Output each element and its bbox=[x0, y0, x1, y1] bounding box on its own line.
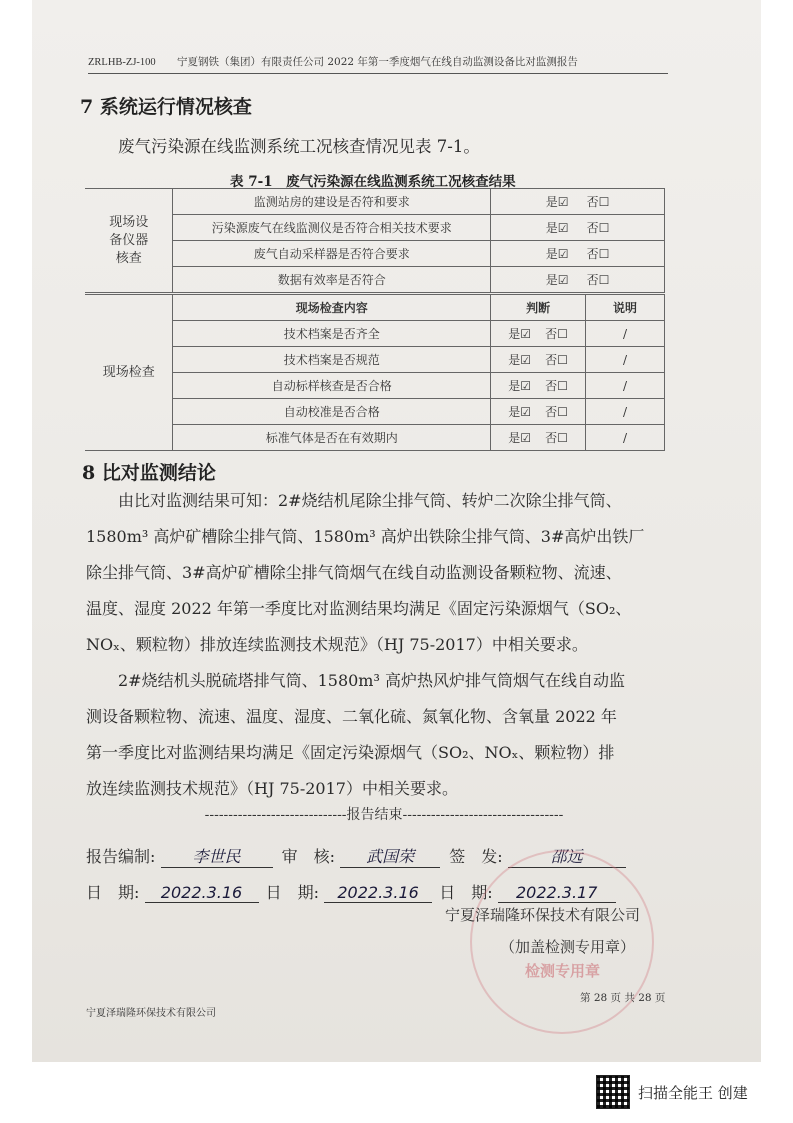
paragraph-line: 2#烧结机头脱硫塔排气筒、1580m³ 高炉热风炉排气筒烟气在线自动监 bbox=[118, 671, 625, 690]
reviewer-date-label: 日 期: bbox=[265, 883, 319, 902]
page-footer: 宁夏泽瑞隆环保技术有限公司 bbox=[86, 1008, 216, 1019]
judgement-cell bbox=[491, 321, 586, 347]
seal-text: 检测专用章 bbox=[525, 962, 601, 980]
conclusion-paragraph-1 bbox=[86, 483, 671, 663]
yes-checkbox: 是☑ bbox=[545, 195, 569, 209]
check-item: 自动标样核查是否合格 bbox=[173, 373, 491, 399]
note-cell: / bbox=[586, 399, 665, 425]
yes-checkbox: 是☑ bbox=[545, 247, 569, 261]
paragraph-line: 1580m³ 高炉矿槽除尘排气筒、1580m³ 高炉出铁除尘排气筒、3#高炉出铁厂 bbox=[86, 527, 645, 546]
paragraph-line: 测设备颗粒物、流速、温度、湿度、二氧化硫、氮氧化物、含氧量 2022 年 bbox=[86, 707, 617, 726]
judgement-cell bbox=[491, 241, 665, 267]
issuer-label: 签 发: bbox=[449, 847, 503, 866]
company-name: 宁夏泽瑞隆环保技术有限公司 bbox=[445, 906, 641, 924]
stamp-note: （加盖检测专用章） bbox=[500, 938, 636, 956]
table-caption: 表 7-1 废气污染源在线监测系统工况核查结果 bbox=[230, 174, 516, 190]
check-item: 技术档案是否齐全 bbox=[173, 321, 491, 347]
compiler-signature: 李世民 bbox=[161, 844, 273, 868]
no-checkbox: 否☐ bbox=[586, 273, 610, 287]
scanner-label: 扫描全能王 创建 bbox=[638, 1083, 748, 1102]
no-checkbox: 否☐ bbox=[545, 431, 568, 445]
group-label-site: 现场检查 bbox=[85, 295, 173, 451]
issuer-date-label: 日 期: bbox=[439, 883, 493, 902]
check-item: 标准气体是否在有效期内 bbox=[173, 425, 491, 451]
section-7-heading: 7 系统运行情况核查 bbox=[80, 96, 252, 118]
issuer-date: 2022.3.17 bbox=[498, 883, 616, 903]
no-checkbox: 否☐ bbox=[545, 327, 568, 341]
conclusion-paragraph-2 bbox=[86, 663, 671, 807]
yes-checkbox: 是☑ bbox=[545, 221, 569, 235]
judgement-cell bbox=[491, 267, 665, 293]
page-header bbox=[88, 54, 668, 74]
judgement-cell bbox=[491, 189, 665, 215]
page-number: 第 28 页 共 28 页 bbox=[580, 992, 666, 1004]
scanner-watermark bbox=[596, 1075, 748, 1109]
yes-checkbox: 是☑ bbox=[508, 379, 532, 393]
group-label-equipment: 现场设备仪器核查 bbox=[85, 189, 173, 293]
no-checkbox: 否☐ bbox=[545, 353, 568, 367]
header-content: 现场检查内容 bbox=[173, 295, 491, 321]
compiler-date-label: 日 期: bbox=[86, 883, 140, 902]
reviewer-signature: 武国荣 bbox=[340, 844, 440, 868]
note-cell: / bbox=[586, 373, 665, 399]
paragraph-line: NOₓ、颗粒物）排放连续监测技术规范》（HJ 75-2017）中相关要求。 bbox=[86, 635, 588, 654]
reviewer-label: 审 核: bbox=[281, 847, 335, 866]
report-code: ZRLHB-ZJ-100 bbox=[88, 57, 156, 68]
section-7-intro: 废气污染源在线监测系统工况核查情况见表 7-1。 bbox=[118, 137, 480, 156]
paragraph-line: 除尘排气筒、3#高炉矿槽除尘排气筒烟气在线自动监测设备颗粒物、流速、 bbox=[86, 563, 622, 582]
reviewer-date: 2022.3.16 bbox=[324, 883, 432, 903]
note-cell: / bbox=[586, 321, 665, 347]
report-title: 宁夏钢铁（集团）有限责任公司 2022 年第一季度烟气在线自动监测设备比对监测报告 bbox=[177, 56, 578, 68]
note-cell: / bbox=[586, 425, 665, 451]
table-header-row bbox=[85, 295, 665, 321]
no-checkbox: 否☐ bbox=[545, 405, 568, 419]
issuer-signature: 邵远 bbox=[508, 844, 626, 868]
check-item: 监测站房的建设是否符和要求 bbox=[173, 189, 491, 215]
judgement-cell bbox=[491, 425, 586, 451]
qr-code-icon bbox=[596, 1075, 630, 1109]
no-checkbox: 否☐ bbox=[545, 379, 568, 393]
site-check-table bbox=[85, 294, 665, 451]
judgement-cell bbox=[491, 399, 586, 425]
header-note: 说明 bbox=[586, 295, 665, 321]
yes-checkbox: 是☑ bbox=[508, 353, 532, 367]
yes-checkbox: 是☑ bbox=[508, 327, 532, 341]
yes-checkbox: 是☑ bbox=[545, 273, 569, 287]
compiler-date: 2022.3.16 bbox=[145, 883, 259, 903]
judgement-cell bbox=[491, 347, 586, 373]
paragraph-line: 温度、湿度 2022 年第一季度比对监测结果均满足《固定污染源烟气（SO₂、 bbox=[86, 599, 632, 618]
check-item: 废气自动采样器是否符合要求 bbox=[173, 241, 491, 267]
yes-checkbox: 是☑ bbox=[508, 405, 532, 419]
paragraph-line: 放连续监测技术规范》（HJ 75-2017）中相关要求。 bbox=[86, 779, 458, 798]
check-item: 数据有效率是否符合 bbox=[173, 267, 491, 293]
judgement-cell bbox=[491, 215, 665, 241]
no-checkbox: 否☐ bbox=[586, 247, 610, 261]
yes-checkbox: 是☑ bbox=[508, 431, 532, 445]
equipment-check-table bbox=[85, 188, 665, 293]
paragraph-line: 第一季度比对监测结果均满足《固定污染源烟气（SO₂、NOₓ、颗粒物）排 bbox=[86, 743, 615, 762]
paragraph-line: 由比对监测结果可知：2#烧结机尾除尘排气筒、转炉二次除尘排气筒、 bbox=[118, 491, 622, 510]
report-end-marker: ------------------------------报告结束---------------------------------- bbox=[204, 807, 564, 823]
compiler-label: 报告编制: bbox=[86, 847, 156, 866]
check-item: 污染源废气在线监测仪是否符合相关技术要求 bbox=[173, 215, 491, 241]
table-row bbox=[85, 189, 665, 215]
check-item: 自动校准是否合格 bbox=[173, 399, 491, 425]
check-item: 技术档案是否规范 bbox=[173, 347, 491, 373]
header-judge: 判断 bbox=[491, 295, 586, 321]
judgement-cell bbox=[491, 373, 586, 399]
note-cell: / bbox=[586, 347, 665, 373]
no-checkbox: 否☐ bbox=[586, 221, 610, 235]
section-8-heading: 8 比对监测结论 bbox=[82, 462, 216, 484]
no-checkbox: 否☐ bbox=[586, 195, 610, 209]
